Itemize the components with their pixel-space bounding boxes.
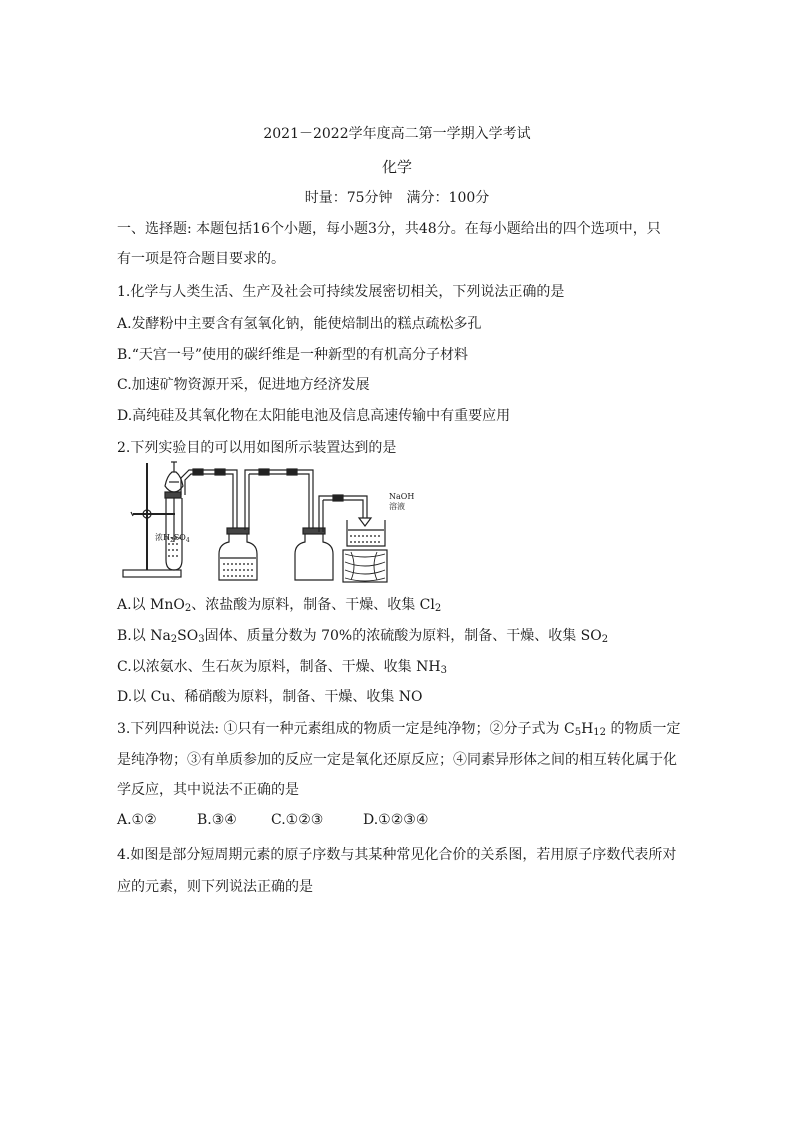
exam-title: 2021－2022学年度高二第一学期入学考试: [263, 126, 531, 142]
delivery-tube-1: [181, 469, 237, 534]
delivery-tube-3: [319, 495, 371, 526]
q1-option-c: C.加速矿物资源开采，促进地方经济发展: [117, 377, 370, 393]
q1-option-d: D.高纯硅及其氧化物在太阳能电池及信息高速传输中有重要应用: [117, 408, 511, 424]
absorption-beaker: [343, 520, 387, 582]
time-and-score: 时量：75分钟 满分：100分: [304, 190, 490, 206]
q4-line1: 4.如图是部分短周期元素的原子序数与其某种常见化合价的关系图，若用原子序数代表所对: [117, 847, 677, 863]
q3-line3: 学反应，其中说法不正确的是: [117, 782, 299, 798]
q2-option-c: C.以浓氨水、生石灰为原料，制备、干燥、收集 $NH_3$: [117, 659, 447, 676]
q3-option-c: C.①②③: [271, 812, 324, 828]
acid-label: 浓$H_2SO_4$: [155, 533, 190, 544]
q3-option-a: A.①②: [117, 812, 157, 828]
q3-options: [117, 812, 428, 828]
naoh-label: NaOH: [389, 492, 415, 501]
drying-bottle-1: [219, 474, 257, 580]
q2-option-d: D.以 Cu、稀硝酸为原料，制备、干燥、收集 NO: [117, 689, 423, 705]
lab-apparatus-figure: [119, 460, 414, 588]
delivery-tube-2: [245, 469, 313, 534]
q2-option-b: B.以 $Na_2SO_3$固体、质量分数为 70%的浓硫酸为原料，制备、干燥、收集 $SO_2$: [117, 628, 609, 645]
generator-tube: [165, 462, 183, 570]
q1-option-b: B.“天宫一号”使用的碳纤维是一种新型的有机高分子材料: [117, 347, 469, 363]
collection-bottle: [295, 500, 333, 580]
q2-option-a: A.以 MnO$_2$、浓盐酸为原料，制备、干燥、收集 $Cl_2$: [117, 597, 442, 614]
q1-option-a: A.发酵粉中主要含有氢氧化钠，能使焙制出的糕点疏松多孔: [117, 316, 482, 332]
q4-line2: 应的元素，则下列说法正确的是: [117, 879, 313, 895]
q2-stem: 2.下列实验目的可以用如图所示装置达到的是: [117, 440, 397, 456]
q3-option-d: D.①②③④: [363, 812, 429, 828]
q3-line2: 是纯净物；③有单质参加的反应一定是氧化还原反应；④同素异形体之间的相互转化属于化: [117, 752, 677, 768]
subject-title: 化学: [381, 158, 412, 176]
section-intro-line1: 一、选择题: 本题包括16个小题，每小题3分，共48分。在每小题给出的四个选项中，只: [117, 221, 661, 237]
q3-line1: 3.下列四种说法: ①只有一种元素组成的物质一定是纯净物；②分子式为 $C_5H_{12}$ 的物质一定: [117, 721, 681, 738]
section-intro-line2: 有一项是符合题目要求的。: [117, 251, 285, 267]
q3-option-b: B.③④: [197, 812, 237, 828]
solution-label: 溶液: [389, 502, 405, 511]
q1-stem: 1.化学与人类生活、生产及社会可持续发展密切相关，下列说法正确的是: [117, 284, 565, 300]
